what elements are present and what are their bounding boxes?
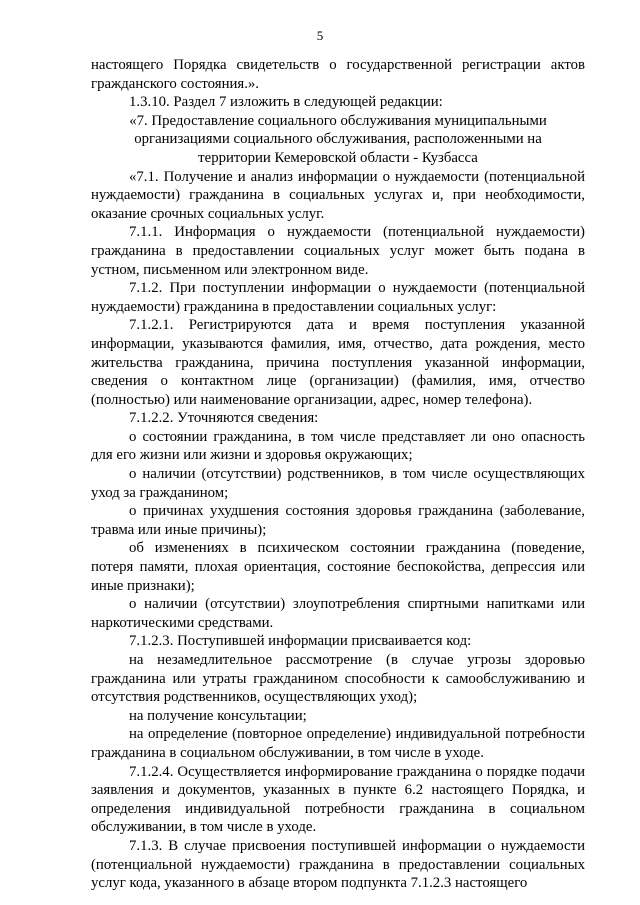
paragraph: о состоянии гражданина, в том числе представляет ли оно опасность для его жизни или жизни и здоровья окружающих; [91, 428, 585, 464]
paragraph: 7.1.1. Информация о нуждаемости (потенциальной нуждаемости) гражданина в предоставлении социальных услуг может быть подана в устном, письменном или электронном виде. [91, 224, 585, 278]
paragraph: на незамедлительное рассмотрение (в случае угрозы здоровью гражданина или утраты гражданином способности к самообслуживанию и отсутствия родственников, осуществляющих уход); [91, 652, 585, 706]
paragraph: настоящего Порядка свидетельств о государственной регистрации актов гражданского состояния.». [91, 57, 585, 92]
paragraph: на получение консультации; [129, 707, 307, 724]
page-number: 5 [316, 28, 324, 43]
paragraph: о наличии (отсутствии) родственников, в том числе осуществляющих уход за гражданином; [91, 466, 585, 501]
paragraph: 7.1.3. В случае присвоения поступившей информации о нуждаемости (потенциальной нуждаемости) гражданина в предоставлении социальных услуг кода, указанного в абзаце втором подпункта 7.1.2.3 настоящего [91, 837, 585, 892]
section-heading: «7. Предоставление социального обслуживания муниципальными организациями социального обслуживания, расположенными на территории Кемеровской области - Кузбасса [129, 112, 547, 166]
paragraph: 7.1.2.1. Регистрируются дата и время поступления указанной информации, указываются фамилия, имя, отчество, дата рождения, место жительства гражданина, причина поступления указанной информации, сведения о контактном лице (организации) (фамилия, имя, отчество (полностью) или наименование организации, адрес, номер телефона). [91, 317, 585, 408]
paragraph: 1.3.10. Раздел 7 изложить в следующей редакции: [129, 94, 443, 111]
paragraph: на определение (повторное определение) индивидуальной потребности гражданина в социальном обслуживании, в том числе в уходе. [91, 726, 585, 761]
document-body [91, 56, 585, 893]
paragraph: 7.1.2. При поступлении информации о нуждаемости (потенциальной нуждаемости) гражданина в предоставлении социальных услуг: [91, 280, 585, 315]
paragraph: «7.1. Получение и анализ информации о нуждаемости (потенциальной нуждаемости) гражданина в социальных услугах и, при необходимости, оказание срочных социальных услуг. [91, 168, 585, 222]
paragraph: о причинах ухудшения состояния здоровья гражданина (заболевание, травма или иные причины); [91, 503, 585, 538]
paragraph: о наличии (отсутствии) злоупотребления спиртными напитками или наркотическими средствами. [91, 596, 585, 631]
paragraph: 7.1.2.2. Уточняются сведения: [129, 410, 319, 427]
paragraph: об изменениях в психическом состоянии гражданина (поведение, потеря памяти, плохая ориентация, состояние беспокойства, депрессия или иные признаки); [91, 540, 585, 594]
paragraph: 7.1.2.4. Осуществляется информирование гражданина о порядке подачи заявления и документов, указанных в пункте 6.2 настоящего Порядка, и определения индивидуальной потребности гражданина в социальном обслуживании, в том числе в уходе. [91, 763, 585, 836]
paragraph: 7.1.2.3. Поступившей информации присваивается код: [129, 633, 472, 650]
